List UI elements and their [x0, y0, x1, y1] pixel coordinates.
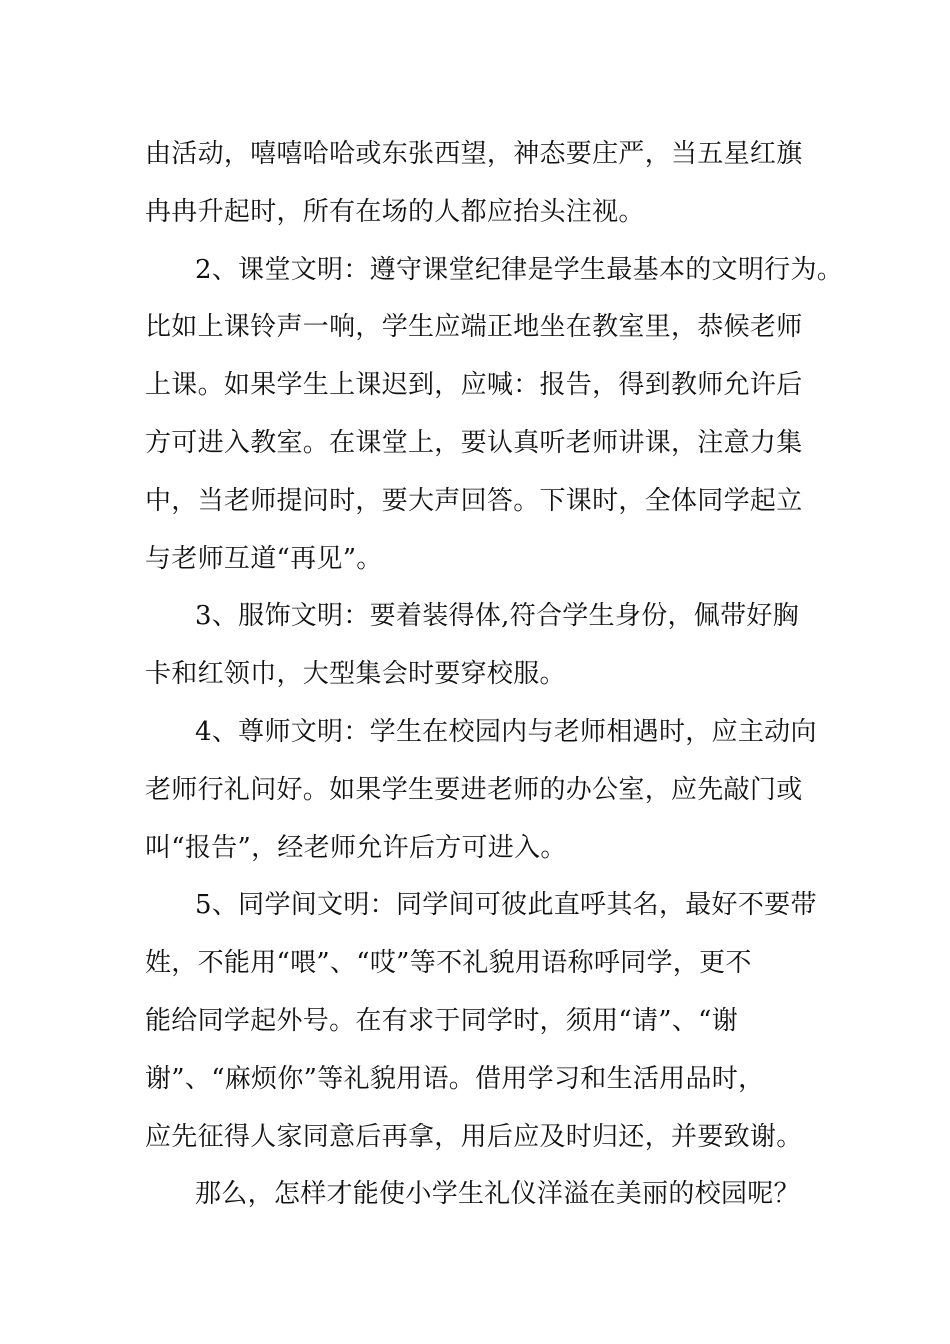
paragraph-start-line: 2、课堂文明：遵守课堂纪律是学生最基本的文明行为。	[195, 254, 844, 285]
text-line: 姓，不能用“喂”、“哎”等不礼貌用语称呼同学，更不	[145, 948, 752, 979]
text-line: 与老师互道“再见”。	[145, 543, 383, 574]
paragraph-start-line: 3、服饰文明：要着装得体,符合学生身份，佩带好胸	[195, 601, 800, 632]
text-line: 比如上课铃声一响，学生应端正地坐在教室里，恭候老师	[145, 312, 803, 343]
text-line: 冉冉升起时，所有在场的人都应抬头注视。	[145, 196, 645, 227]
text-line: 卡和红领巾，大型集会时要穿校服。	[145, 659, 566, 690]
text-line: 中，当老师提问时，要大声回答。下课时，全体同学起立	[145, 485, 803, 516]
text-line: 应先征得人家同意后再拿，用后应及时归还，并要致谢。	[145, 1121, 803, 1152]
paragraph-start-line: 5、同学间文明：同学间可彼此直呼其名，最好不要带	[195, 890, 817, 921]
paragraph-start-line: 那么，怎样才能使小学生礼仪洋溢在美丽的校园呢？	[195, 1179, 800, 1210]
text-line: 上课。如果学生上课迟到，应喊：报告，得到教师允许后	[145, 370, 803, 401]
text-line: 由活动，嘻嘻哈哈或东张西望，神态要庄严，当五星红旗	[145, 139, 803, 169]
paragraph-start-line: 4、尊师文明：学生在校园内与老师相遇时，应主动向	[195, 716, 817, 747]
text-line: 老师行礼问好。如果学生要进老师的办公室，应先敲门或	[145, 774, 803, 805]
text-line: 谢”、“麻烦你”等礼貌用语。借用学习和生活用品时，	[145, 1063, 765, 1094]
document-body	[145, 126, 844, 1224]
text-line: 能给同学起外号。在有求于同学时，须用“请”、“谢	[145, 1005, 739, 1036]
text-line: 叫“报告”，经老师允许后方可进入。	[145, 832, 567, 863]
text-line: 方可进入教室。在课堂上，要认真听老师讲课，注意力集	[145, 427, 803, 458]
